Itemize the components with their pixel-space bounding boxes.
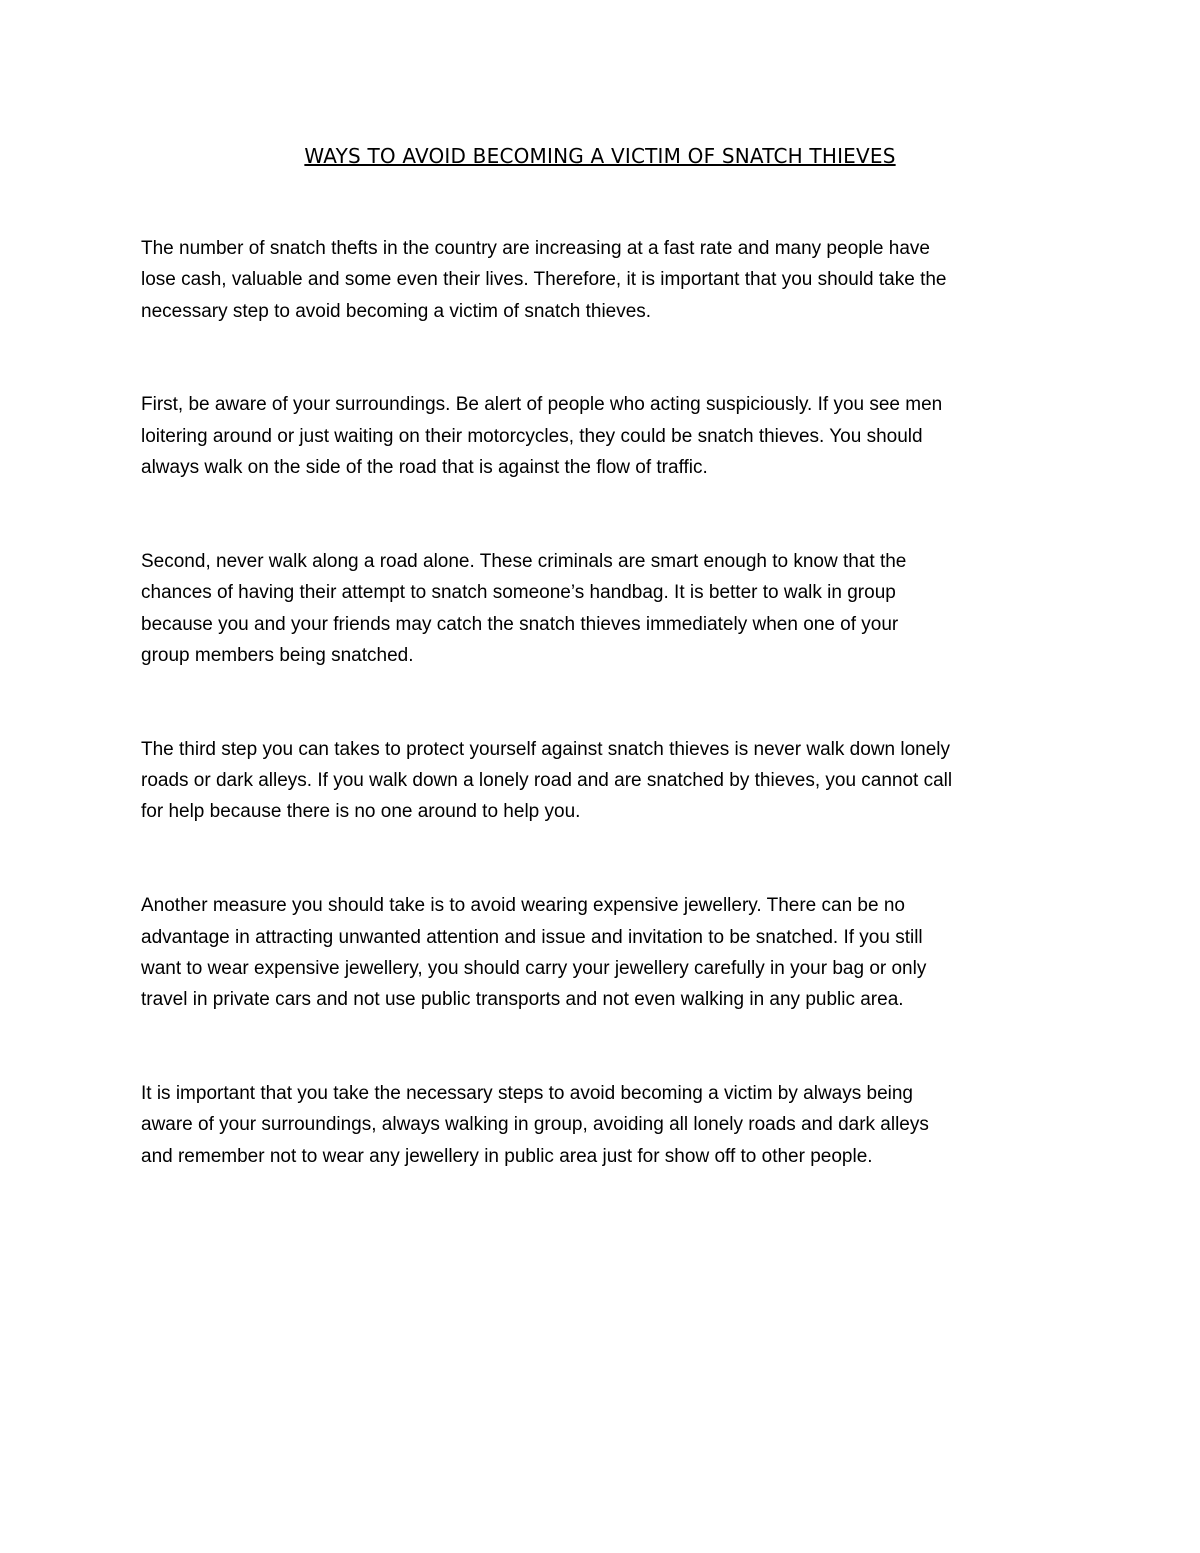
paragraph-line: It is important that you take the necessary steps to avoid becoming a victim by always being [141, 1083, 913, 1105]
paragraph-line: aware of your surroundings, always walking in group, avoiding all lonely roads and dark alleys [141, 1114, 929, 1136]
paragraph-conclusion [141, 1078, 1081, 1172]
paragraph-line: travel in private cars and not use public transports and not even walking in any public area. [141, 989, 904, 1011]
paragraph-line: loitering around or just waiting on their motorcycles, they could be snatch thieves. You should [141, 425, 923, 447]
paragraph-second-step [141, 546, 1081, 671]
paragraph-line: group members being snatched. [141, 644, 414, 666]
paragraph-another-measure [141, 890, 1081, 1015]
paragraph-line: necessary step to avoid becoming a victim of snatch thieves. [141, 300, 652, 322]
paragraph-first-step [141, 389, 1081, 483]
paragraph-line: The third step you can takes to protect yourself against snatch thieves is never walk down lonely [141, 738, 950, 760]
paragraph-line: advantage in attracting unwanted attention and issue and invitation to be snatched. If you still [141, 926, 923, 948]
paragraph-line: The number of snatch thefts in the country are increasing at a fast rate and many people have [141, 238, 930, 259]
paragraph-line: want to wear expensive jewellery, you should carry your jewellery carefully in your bag or only [141, 957, 927, 979]
document-body [141, 233, 1081, 1235]
paragraph-line: lose cash, valuable and some even their lives. Therefore, it is important that you should take the [141, 269, 947, 291]
paragraph-line: roads or dark alleys. If you walk down a lonely road and are snatched by thieves, you cannot call [141, 770, 953, 792]
paragraph-line: Second, never walk along a road alone. These criminals are smart enough to know that the [141, 550, 907, 572]
paragraph-line: always walk on the side of the road that is against the flow of traffic. [141, 457, 708, 479]
paragraph-line: and remember not to wear any jewellery in public area just for show off to other people. [141, 1145, 873, 1167]
paragraph-line: Another measure you should take is to avoid wearing expensive jewellery. There can be no [141, 895, 905, 917]
paragraph-line: chances of having their attempt to snatch someone’s handbag. It is better to walk in group [141, 582, 896, 604]
paragraph-intro [141, 233, 1081, 327]
paragraph-line: because you and your friends may catch the snatch thieves immediately when one of your [141, 613, 899, 635]
document-title: WAYS TO AVOID BECOMING A VICTIM OF SNATCH THIEVES [304, 144, 896, 168]
paragraph-line: First, be aware of your surroundings. Be alert of people who acting suspiciously. If you see men [141, 394, 943, 416]
paragraph-third-step [141, 734, 1081, 828]
paragraph-line: for help because there is no one around to help you. [141, 801, 581, 823]
